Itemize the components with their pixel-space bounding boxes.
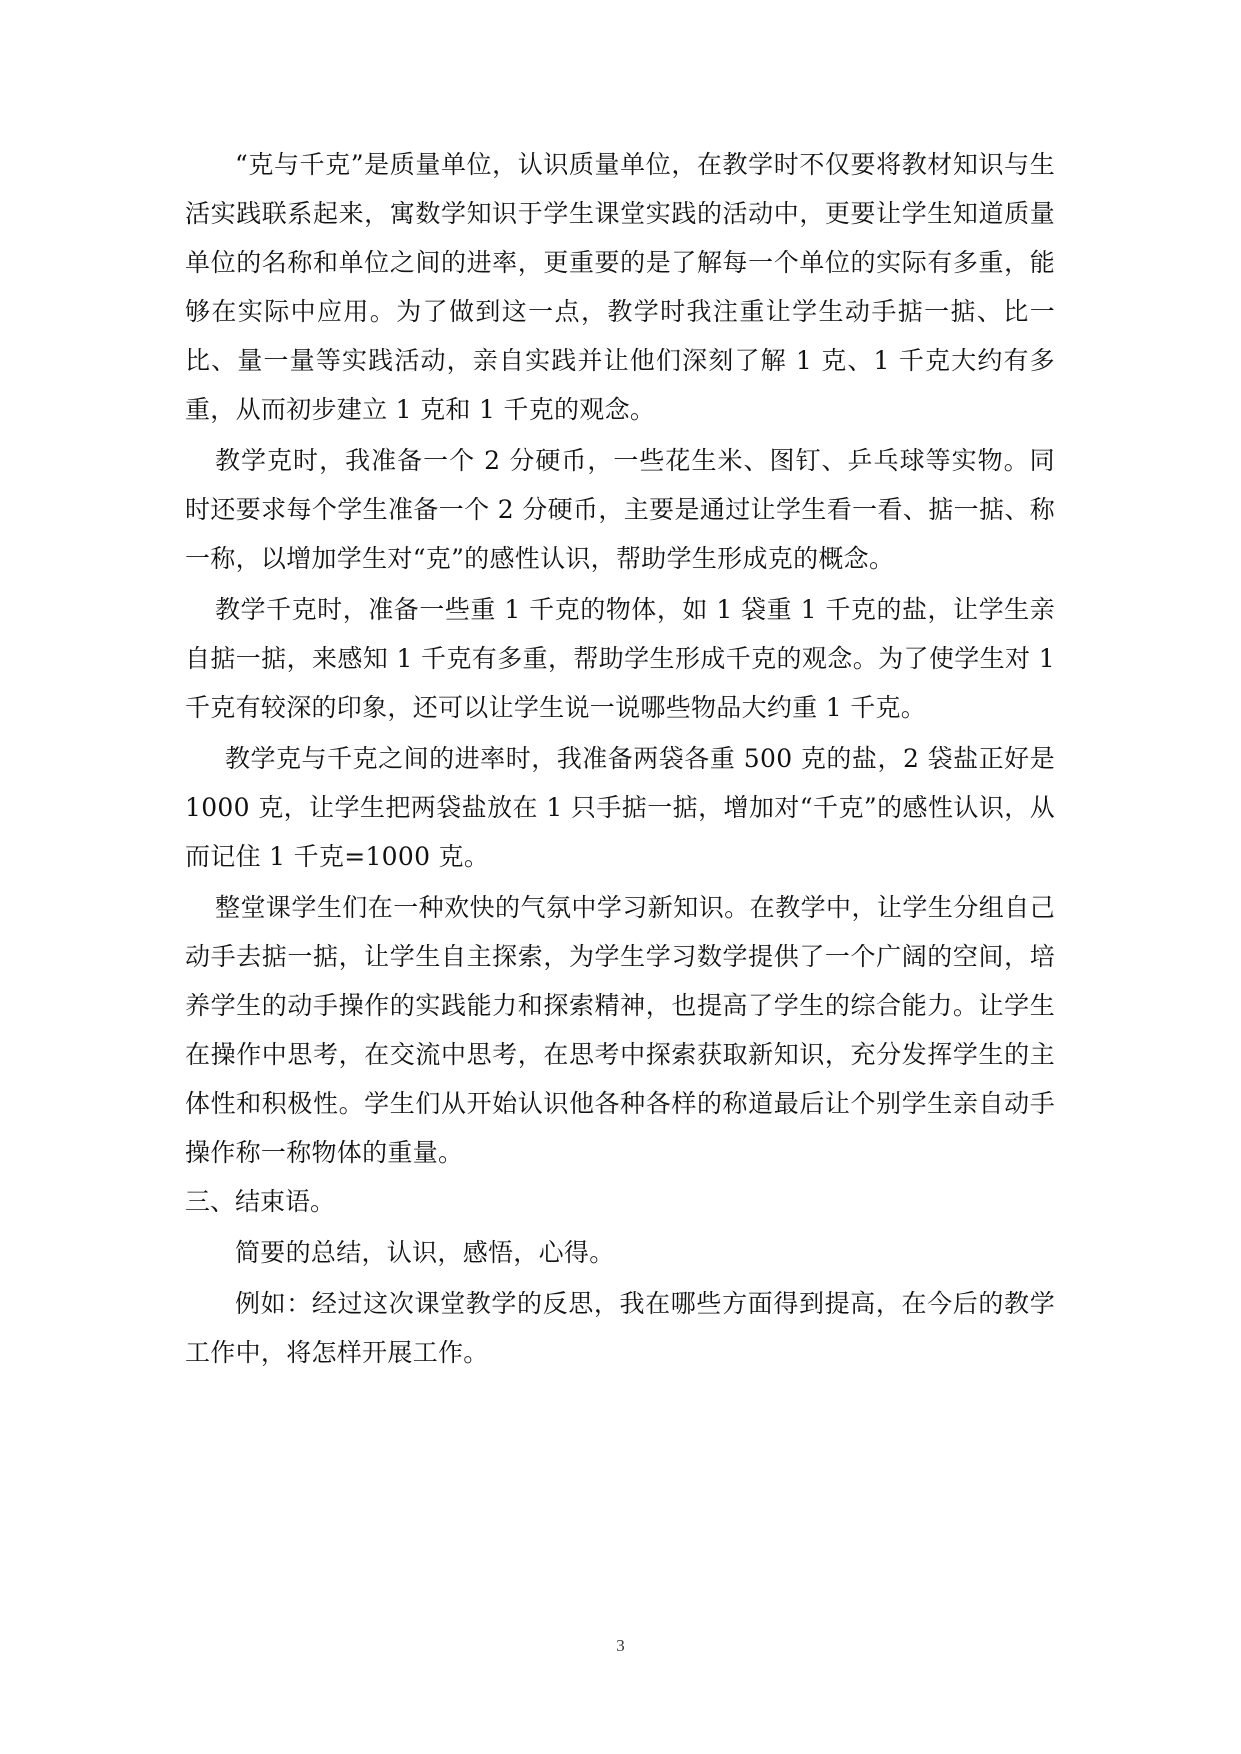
section-heading-conclusion: 三、结束语。 xyxy=(185,1187,336,1216)
paragraph-teaching-kilogram: 教学千克时，准备一些重 1 千克的物体，如 1 袋重 1 千克的盐，让学生亲自掂一掂，来感知 1 千克有多重，帮助学生形成千克的观念。为了使学生对 1 千克有较深的印象，还可以让学生说一说哪些物品大约重 1 千克。 xyxy=(185,595,1055,722)
page-number: 3 xyxy=(616,1636,625,1655)
paragraph-conclusion-summary: 简要的总结，认识，感悟，心得。 xyxy=(235,1238,615,1267)
paragraph-teaching-conversion: 教学克与千克之间的进率时，我准备两袋各重 500 克的盐，2 袋盐正好是 1000 克，让学生把两袋盐放在 1 只手掂一掂，增加对“千克”的感性认识，从而记住 1 千克=1000 克。 xyxy=(185,744,1055,871)
paragraph-teaching-gram: 教学克时，我准备一个 2 分硬币，一些花生米、图钉、乒乓球等实物。同时还要求每个学生准备一个 2 分硬币，主要是通过让学生看一看、掂一掂、称一称，以增加学生对“克”的感性认识，帮助学生形成克的概念。 xyxy=(185,446,1055,573)
paragraph-conclusion-example: 例如：经过这次课堂教学的反思，我在哪些方面得到提高，在今后的教学工作中，将怎样开展工作。 xyxy=(185,1289,1055,1367)
document-body xyxy=(185,140,1055,1377)
paragraph-class-summary: 整堂课学生们在一种欢快的气氛中学习新知识。在教学中，让学生分组自己动手去掂一掂，让学生自主探索，为学生学习数学提供了一个广阔的空间，培养学生的动手操作的实践能力和探索精神，也提高了学生的综合能力。让学生在操作中思考，在交流中思考，在思考中探索获取新知识，充分发挥学生的主体性和积极性。学生们从开始认识他各种各样的称道最后让个别学生亲自动手操作称一称物体的重量。 xyxy=(185,893,1055,1167)
paragraph-intro: “克与千克”是质量单位，认识质量单位，在教学时不仅要将教材知识与生活实践联系起来，寓数学知识于学生课堂实践的活动中，更要让学生知道质量单位的名称和单位之间的进率，更重要的是了解每一个单位的实际有多重，能够在实际中应用。为了做到这一点，教学时我注重让学生动手掂一掂、比一比、量一量等实践活动，亲自实践并让他们深刻了解 1 克、1 千克大约有多重，从而初步建立 1 克和 1 千克的观念。 xyxy=(185,150,1055,424)
